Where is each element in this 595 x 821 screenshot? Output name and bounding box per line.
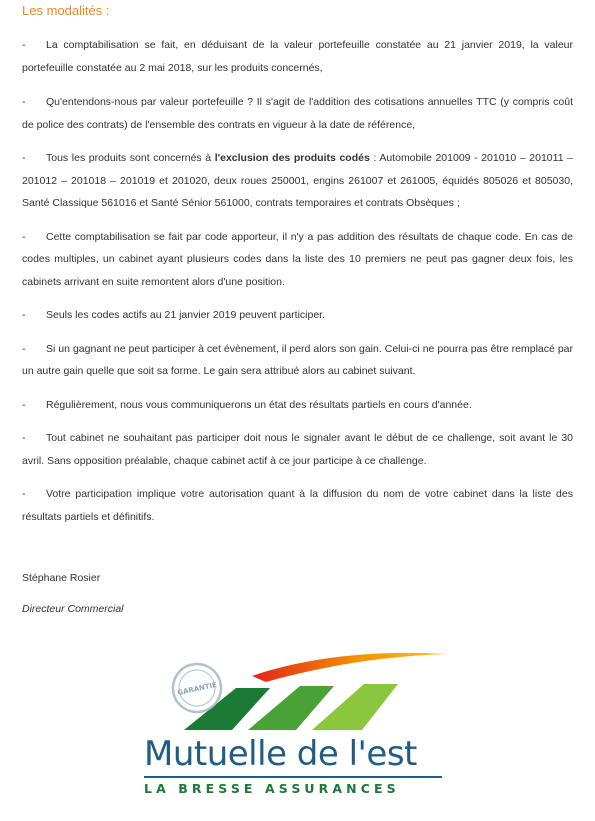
company-logo xyxy=(140,648,450,803)
list-item xyxy=(22,34,573,79)
bullet-marker: - xyxy=(22,398,26,411)
signature-role: Directeur Commercial xyxy=(22,603,124,615)
bullet-marker: - xyxy=(22,39,26,51)
bullet-text-intro: Tous les produits sont concernés à xyxy=(46,152,215,164)
bullet-text-emphasis: l'exclusion des produits codés xyxy=(214,152,370,164)
bullet-marker: - xyxy=(22,309,26,321)
list-item xyxy=(22,304,573,327)
bullet-text: Cette comptabilisation se fait par code apporteur, il n'y a pas addition des résultats de chaque code. En cas de codes multiples, un cabinet ayant plusieurs codes dans la liste des 10 premiers ne peut pas gagner deux fois, les cabinets arrivant en suite remontent alors d'une position. xyxy=(22,230,573,288)
bullet-text: Tout cabinet ne souhaitant pas participer doit nous le signaler avant le début de ce challenge, soit avant le 30 avril. Sans opposition préalable, chaque cabinet actif à ce jour participe à ce challenge. xyxy=(22,432,573,467)
logo-tagline: LA BRESSE ASSURANCES xyxy=(144,781,400,796)
list-item xyxy=(22,91,573,136)
bullet-text: La comptabilisation se fait, en déduisant de la valeur portefeuille constatée au 21 janvier 2019, la valeur portefeuille constatée au 2 mai 2018, sur les produits concernés, xyxy=(22,39,573,74)
bullet-marker: - xyxy=(22,488,26,500)
bullet-text: Qu'entendons-nous par valeur portefeuille ? Il s'agit de l'addition des cotisations annuelles TTC (y compris coût de police des contrats) de l'ensemble des contrats en vigueur à la date de référence, xyxy=(22,96,573,131)
bullet-text: Seuls les codes actifs au 21 janvier 2019 peuvent participer. xyxy=(46,309,326,321)
logo-divider xyxy=(144,776,442,778)
section-title: Les modalités : xyxy=(22,3,110,18)
swoosh-icon xyxy=(252,653,446,682)
bullet-marker: - xyxy=(22,230,26,243)
list-item xyxy=(22,338,573,383)
bullet-marker: - xyxy=(22,342,26,355)
list-item xyxy=(22,226,573,294)
list-item xyxy=(22,394,573,417)
list-item xyxy=(22,483,573,528)
list-item xyxy=(22,427,573,472)
stamp-label: GARANTIE xyxy=(176,680,218,698)
conditions-list xyxy=(22,34,573,539)
bullet-marker: - xyxy=(22,152,26,164)
list-item xyxy=(22,147,573,215)
bullet-text-rest: : Automobile 201009 - 201010 – 201011 – 201012 – 201018 – 201019 et 201020, deux roues 250001, engins 261007 et 261005, équidés 805026 et 805030, Santé Classique 561016 et Santé Sénior 561000, contrats temporaires et contrats Obsèques ; xyxy=(22,152,573,209)
bullet-text: Régulièrement, nous vous communiquerons un état des résultats partiels en cours d'année. xyxy=(46,398,472,411)
logo-graphic-icon xyxy=(140,648,450,734)
bullet-marker: - xyxy=(22,432,26,444)
bullet-marker: - xyxy=(22,96,26,108)
bullet-text: Si un gagnant ne peut participer à cet évènement, il perd alors son gain. Celui-ci ne pourra pas être remplacé par un autre gain quelle que soit sa forme. Le gain sera attribué alors au cabinet suivant. xyxy=(22,342,573,377)
logo-company-name: Mutuelle de l'est xyxy=(144,734,417,774)
bullet-text: Votre participation implique votre autorisation quant à la diffusion du nom de votre cabinet dans la liste des résultats partiels et définitifs. xyxy=(22,488,573,523)
signature-name: Stéphane Rosier xyxy=(22,572,101,584)
